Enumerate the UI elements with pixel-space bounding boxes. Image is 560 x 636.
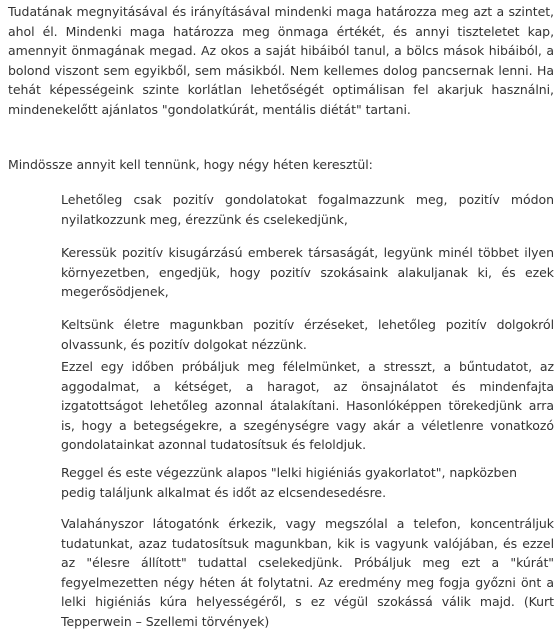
intro-paragraph: Tudatának megnyitásával és irányításával mindenki maga határozza meg azt a szintet, ahol él. Mindenki maga határozza meg önmaga értékét, és annyi tiszteletet kap, amennyit önmagának megad. Az okos a saját hibáiból tanul, a bölcs mások hibáiból, a bolond viszont sem egyikből, sem másikból. Nem kellemes dolog pancsernak lenni. Ha tehát képességeink szinte korlátlan lehetőségét optimálisan fel akarjuk használni, mindenekelőtt ajánlatos "gondolatkúrát, mentális diétát" tartani.	[8, 4, 554, 117]
step-positive-feelings: Keltsünk életre magunkban pozitív érzéseket, lehetőleg pozitív dolgokról olvassunk, és pozitív dolgokat nézzünk.	[61, 317, 554, 352]
step-transform-fears: Ezzel egy időben próbáljuk meg félelmünket, a stresszt, a bűntudatot, az aggodalmat, a kétséget, a haragot, az önsajnálatot és mindenfajta izgatottságot lehetőleg azonnal átalakítani. Hasonlóképpen törekedjünk arra is, hogy a betegségekre, a szegénységre vagy akár a véletlenre vonatkozó gondolatainkat azonnal tudatosítsuk és feloldjuk.	[61, 359, 554, 452]
step-positive-thoughts: Lehetőleg csak pozitív gondolatokat fogalmazzunk meg, pozitív módon nyilatkozzunk meg, érezzünk és cselekedjünk,	[61, 192, 554, 227]
lead-sentence: Mindössze annyit kell tennünk, hogy négy héten keresztül:	[8, 157, 373, 172]
step-positive-company: Keressük pozitív kisugárzású emberek társaságát, legyünk minél többet ilyen környezetben, engedjük, hogy pozitív szokásaink alakuljanak ki, és ezek megerősödjenek,	[61, 245, 554, 299]
step-daily-practice: Reggel és este végezzünk alapos "lelki higiéniás gyakorlatot", napközben pedig találjunk alkalmat és időt az elcsendesedésre.	[61, 465, 517, 500]
step-focus-awareness: Valahányszor látogatónk érkezik, vagy megszólal a telefon, koncentráljuk tudatunkat, azaz tudatosítsuk magunkban, kik is vagyunk valójában, és ezzel az "élesre állított" tudattal cselekedjünk. Próbáljuk meg ezt a "kúrát" fegyelmezetten négy héten át folytatni. Az eredmény meg fogja győzni önt a lelki higiéniás kúra helyességéről, s ez végül szokássá válik majd. (Kurt Tepperwein – Szellemi törvények)	[61, 516, 554, 629]
